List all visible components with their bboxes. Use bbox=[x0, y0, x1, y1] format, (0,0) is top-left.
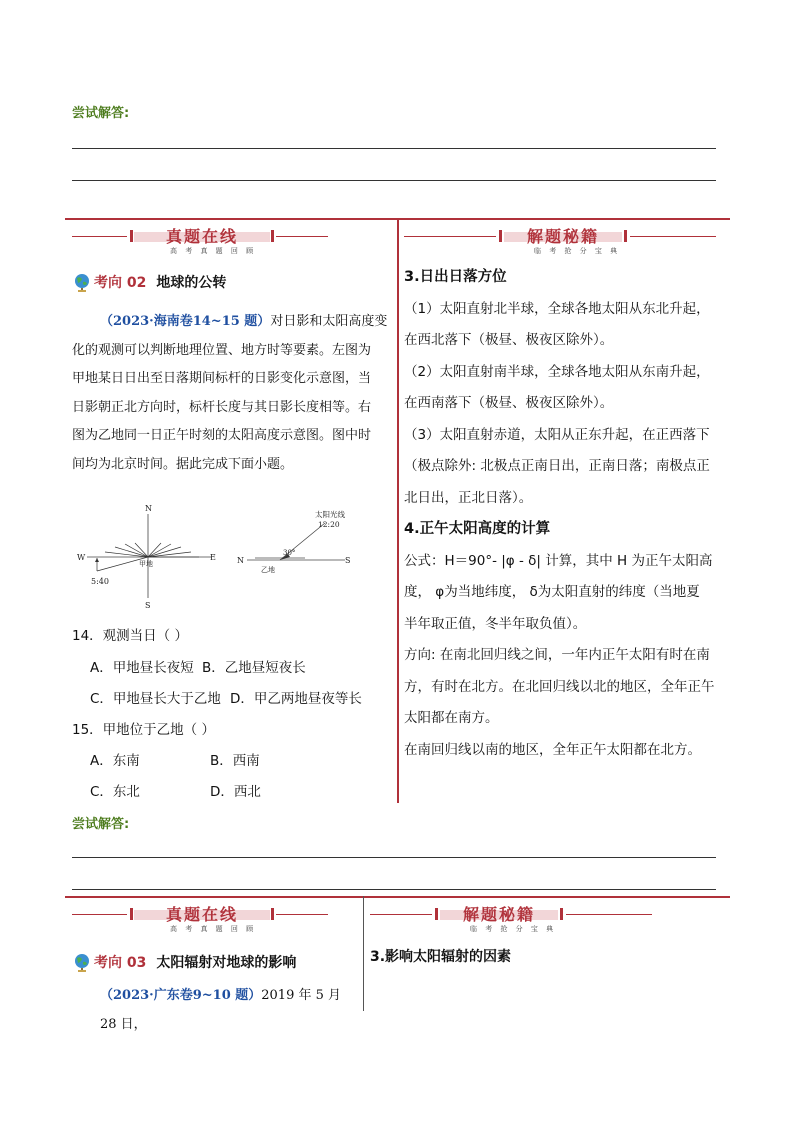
tips-heading: 4.正午太阳高度的计算 bbox=[404, 521, 551, 537]
banner-subtitle: 临 考 抢 分 宝 典 bbox=[470, 925, 557, 933]
figure-sunlight-label: 太阳光线 bbox=[315, 510, 345, 519]
figure-n-label: N bbox=[145, 504, 152, 513]
topic-tag: 考向 03 bbox=[94, 955, 147, 971]
figure-time-label: 5:40 bbox=[91, 577, 109, 586]
section-divider bbox=[65, 896, 730, 898]
topic-title: 太阳辐射对地球的影响 bbox=[156, 955, 297, 971]
banner-title: 真题在线 bbox=[165, 905, 238, 924]
question-intro: （2023·广东卷9~10 题）2019 年 5 月 28 日， bbox=[100, 988, 342, 1032]
figure-right-s: S bbox=[345, 556, 351, 565]
q15-option-d[interactable]: D．西北 bbox=[210, 784, 261, 800]
column-divider bbox=[363, 896, 364, 1011]
banner-tips bbox=[404, 222, 724, 255]
topic-heading bbox=[72, 952, 296, 972]
sun-shadow-figure bbox=[75, 500, 375, 615]
tips-content-1: 3.日出日落方位 （1）太阳直射北半球，全球各地太阳从东北升起， 在西北落下（极昼、极夜区除外）。 （2）太阳直射南半球，全球各地太阳从东南升起， 在西南落下（极昼、极夜区除外）。 （3）太阳直射赤道，太阳从正东升起，在正西落下 （极点除外: 北极点正南日出，正南日落；南极点正 北日出，正北日落）。 4.正午太阳高度的计算 公式：H＝90°- |φ - δ| 计算，其中 H 为正午太阳高 度， φ为当地纬度， δ为太阳直射的纬度（当地夏 半年取正值，冬半年取负值）。 方向: 在南北回归线之间，一年内正午太阳有时在南 方，有时在北方。在北回归线以北的地区，全年正午 太阳都在南方。 在南回归线以南的地区，全年正午太阳都在北方。 bbox=[404, 262, 724, 766]
q14-option-d[interactable]: D．甲乙两地昼夜等长 bbox=[230, 691, 362, 707]
topic-title: 地球的公转 bbox=[156, 275, 227, 291]
topic-heading bbox=[72, 272, 226, 292]
q15-option-b[interactable]: B．西南 bbox=[210, 753, 260, 769]
banner-subtitle: 高 考 真 题 回 顾 bbox=[170, 247, 257, 255]
figure-angle: 30° bbox=[283, 549, 296, 557]
try-answer-label-1: 尝试解答: bbox=[72, 106, 130, 121]
question-source: （2023·广东卷9~10 题） bbox=[100, 988, 262, 1003]
tips-heading: 3.日出日落方位 bbox=[404, 269, 507, 285]
banner-title: 解题秘籍 bbox=[526, 227, 599, 246]
figure-e-label: E bbox=[210, 553, 216, 562]
banner-subtitle: 临 考 抢 分 宝 典 bbox=[534, 247, 621, 255]
banner-title: 解题秘籍 bbox=[462, 905, 535, 924]
figure-place-jia: 甲地 bbox=[139, 560, 153, 568]
answer-line[interactable] bbox=[72, 857, 716, 858]
globe-icon bbox=[72, 952, 92, 972]
q14-option-a[interactable]: A．甲地昼长夜短 bbox=[90, 660, 194, 676]
figure-right-time: 12:20 bbox=[318, 520, 340, 529]
question-14: 14．观测当日（ ） bbox=[72, 628, 188, 644]
question-intro: （2023·海南卷14~15 题）对日影和太阳高度变 化的观测可以判断地理位置、地方时等要素。左图为 甲地某日日出至日落期间标杆的日影变化示意图，当 日影朝正北方向时，标杆长度与其日影长度相等。右 图为乙地同一日正午时刻的太阳高度示意图。图中时 间均为北京时间。据此完成下面小题。 bbox=[72, 314, 388, 472]
answer-line[interactable] bbox=[72, 889, 716, 890]
banner-real-exam bbox=[72, 900, 332, 933]
figure-right-n: N bbox=[237, 556, 244, 565]
q15-option-c[interactable]: C．东北 bbox=[90, 784, 140, 800]
try-answer-label-2: 尝试解答: bbox=[72, 817, 130, 832]
answer-line[interactable] bbox=[72, 148, 716, 149]
q15-option-a[interactable]: A．东南 bbox=[90, 753, 140, 769]
banner-title: 真题在线 bbox=[165, 227, 238, 246]
answer-line[interactable] bbox=[72, 180, 716, 181]
banner-subtitle: 高 考 真 题 回 顾 bbox=[170, 925, 257, 933]
q14-option-c[interactable]: C．甲地昼长大于乙地 bbox=[90, 691, 221, 707]
figure-w-label: W bbox=[77, 553, 86, 562]
figure-place-yi: 乙地 bbox=[261, 566, 275, 574]
q14-option-b[interactable]: B．乙地昼短夜长 bbox=[202, 660, 306, 676]
column-divider bbox=[397, 218, 399, 803]
figure-s-label: S bbox=[145, 601, 151, 610]
banner-tips bbox=[370, 900, 660, 933]
topic-tag: 考向 02 bbox=[94, 275, 147, 291]
globe-icon bbox=[72, 272, 92, 292]
question-15: 15．甲地位于乙地（ ） bbox=[72, 722, 215, 738]
banner-real-exam bbox=[72, 222, 332, 255]
tips-heading: 3.影响太阳辐射的因素 bbox=[370, 949, 512, 965]
question-source: （2023·海南卷14~15 题） bbox=[100, 314, 271, 329]
